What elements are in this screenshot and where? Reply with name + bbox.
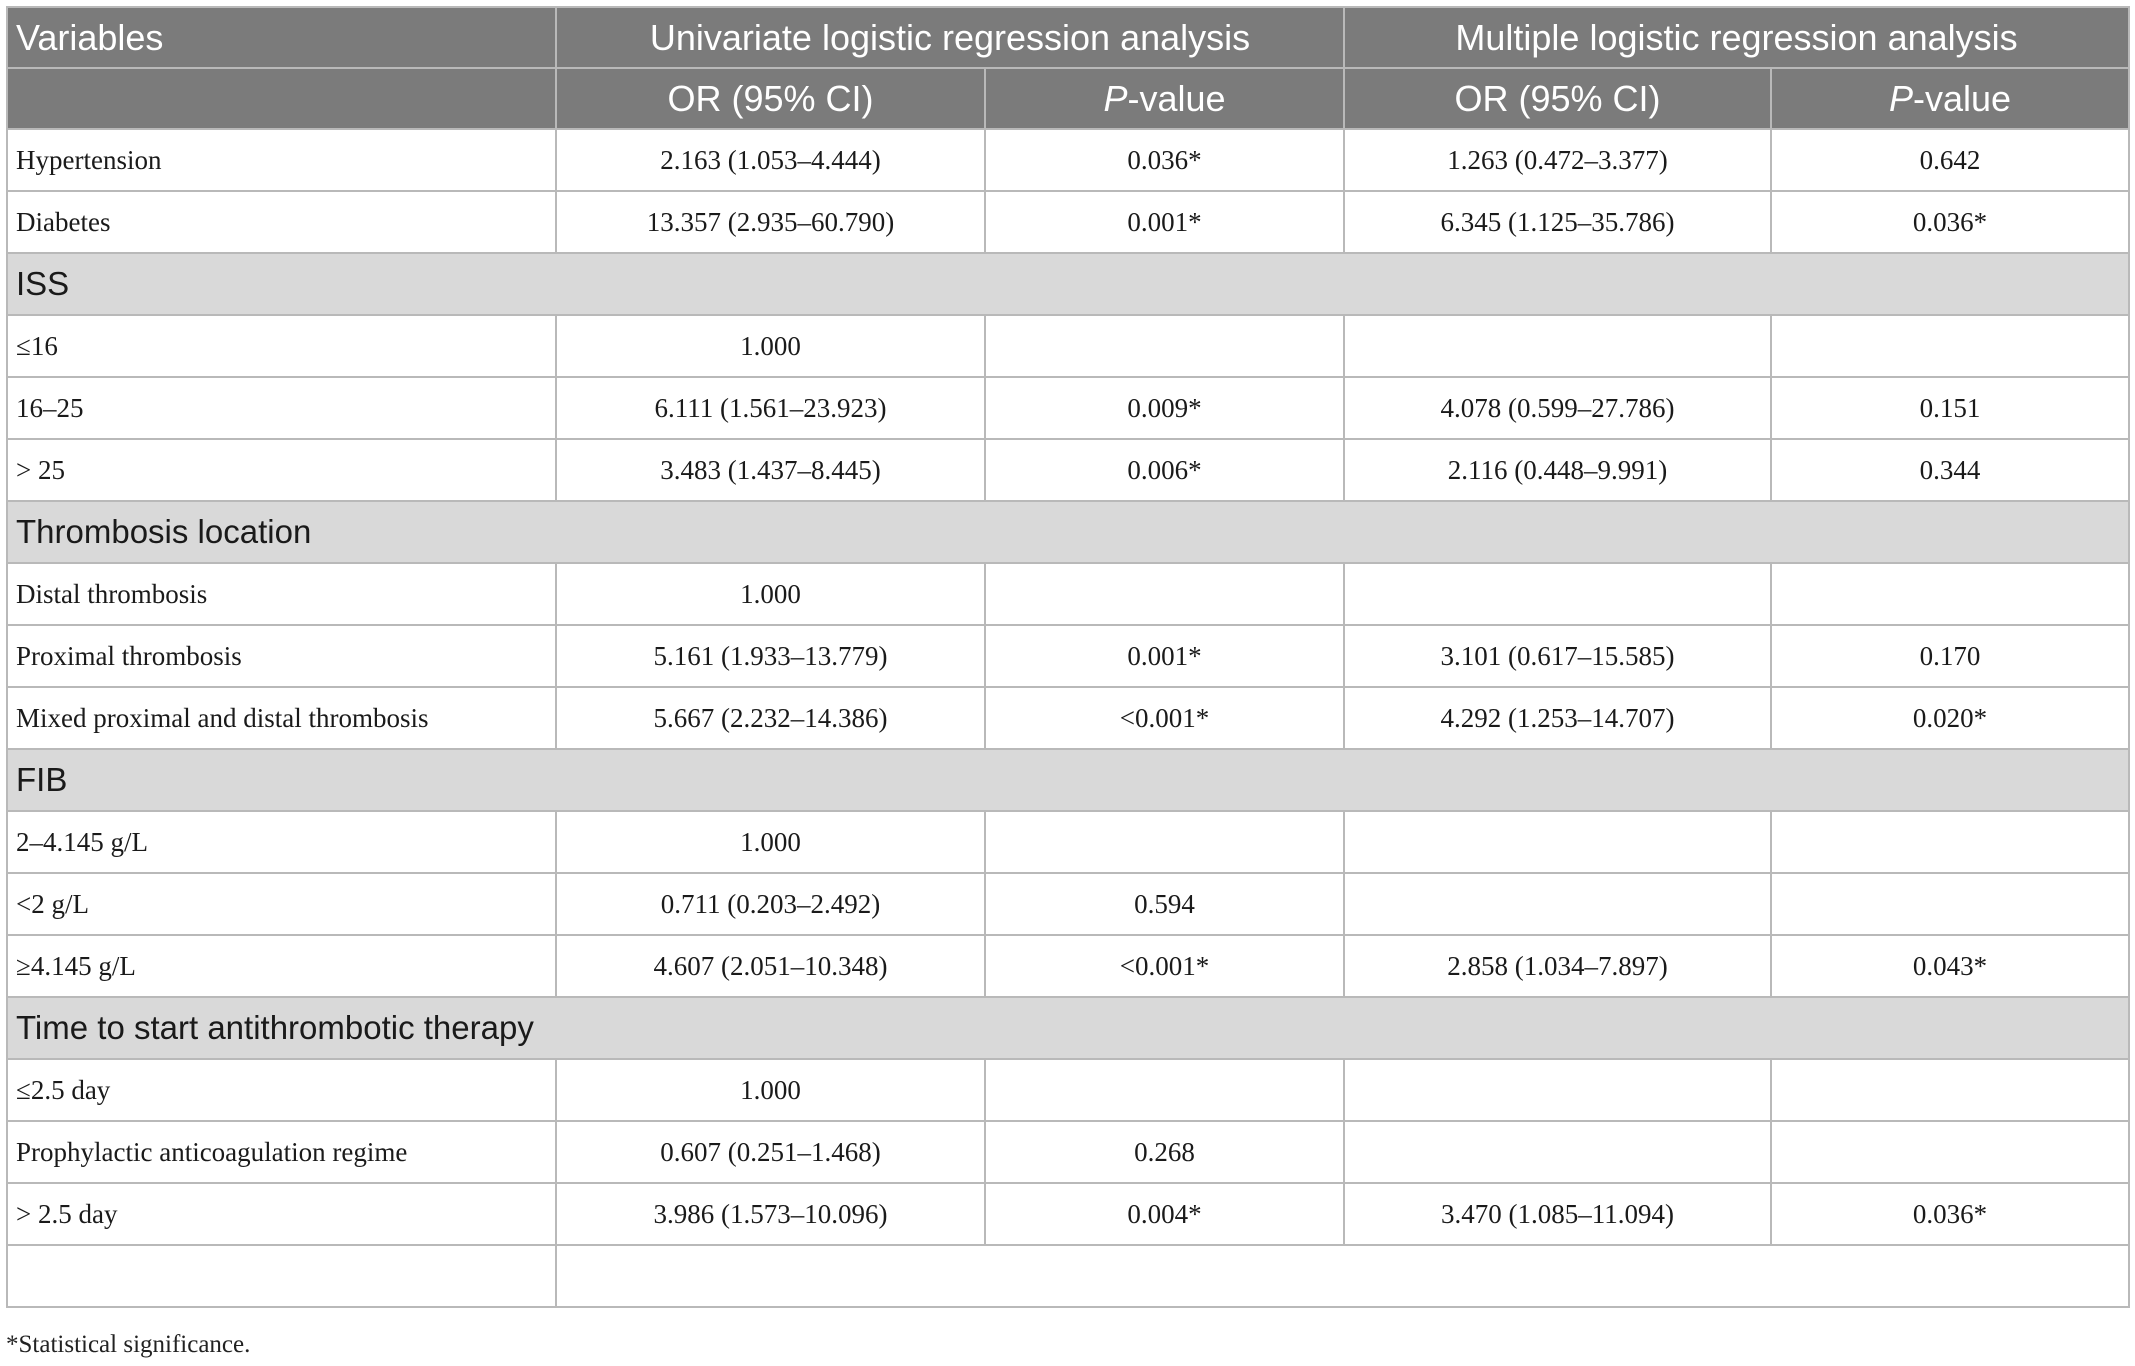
cell-uni-p (985, 1059, 1344, 1121)
cell-multi-p (1771, 811, 2129, 873)
filler-row (7, 1245, 2129, 1307)
header-uni-p (985, 68, 1344, 129)
cell-multi-or (1344, 811, 1771, 873)
cell-uni-or: 5.667 (2.232–14.386) (556, 687, 985, 749)
header-blank (7, 68, 556, 129)
cell-uni-or: 1.000 (556, 811, 985, 873)
cell-multi-or: 2.858 (1.034–7.897) (1344, 935, 1771, 997)
table-row (7, 687, 2129, 749)
cell-multi-p: 0.151 (1771, 377, 2129, 439)
regression-table-container (6, 6, 2128, 1308)
cell-variable: Mixed proximal and distal thrombosis (7, 687, 556, 749)
cell-multi-or: 6.345 (1.125–35.786) (1344, 191, 1771, 253)
cell-multi-p: 0.043* (1771, 935, 2129, 997)
filler-cell-right (556, 1245, 2129, 1307)
table-row (7, 935, 2129, 997)
header-multi-or: OR (95% CI) (1344, 68, 1771, 129)
cell-uni-p: <0.001* (985, 935, 1344, 997)
cell-uni-p (985, 315, 1344, 377)
cell-uni-p: 0.001* (985, 625, 1344, 687)
cell-variable: ≤16 (7, 315, 556, 377)
cell-uni-or: 4.607 (2.051–10.348) (556, 935, 985, 997)
cell-uni-p: <0.001* (985, 687, 1344, 749)
cell-multi-p (1771, 315, 2129, 377)
cell-uni-or: 1.000 (556, 315, 985, 377)
table-row (7, 1183, 2129, 1245)
cell-uni-or: 3.986 (1.573–10.096) (556, 1183, 985, 1245)
header-variables: Variables (7, 7, 556, 68)
p-suffix: -value (1127, 77, 1226, 119)
section-row (7, 501, 2129, 563)
cell-uni-p: 0.594 (985, 873, 1344, 935)
cell-multi-or: 3.470 (1.085–11.094) (1344, 1183, 1771, 1245)
cell-uni-or: 2.163 (1.053–4.444) (556, 129, 985, 191)
table-row (7, 1059, 2129, 1121)
section-row (7, 253, 2129, 315)
cell-multi-p: 0.344 (1771, 439, 2129, 501)
cell-multi-or (1344, 315, 1771, 377)
header-multiple: Multiple logistic regression analysis (1344, 7, 2129, 68)
cell-uni-or: 5.161 (1.933–13.779) (556, 625, 985, 687)
cell-multi-or (1344, 563, 1771, 625)
p-italic: P (1888, 77, 1913, 119)
cell-multi-p (1771, 563, 2129, 625)
cell-uni-or: 6.111 (1.561–23.923) (556, 377, 985, 439)
cell-uni-p: 0.036* (985, 129, 1344, 191)
header-row-1 (7, 7, 2129, 68)
cell-multi-or: 4.292 (1.253–14.707) (1344, 687, 1771, 749)
cell-uni-p: 0.004* (985, 1183, 1344, 1245)
section-label: Time to start antithrombotic therapy (7, 997, 2129, 1059)
cell-multi-p: 0.036* (1771, 1183, 2129, 1245)
cell-uni-p: 0.268 (985, 1121, 1344, 1183)
section-row (7, 749, 2129, 811)
table-row (7, 191, 2129, 253)
header-multi-p (1771, 68, 2129, 129)
cell-multi-p: 0.170 (1771, 625, 2129, 687)
header-uni-or: OR (95% CI) (556, 68, 985, 129)
cell-multi-p (1771, 1059, 2129, 1121)
cell-multi-p (1771, 873, 2129, 935)
table-row (7, 129, 2129, 191)
cell-multi-p (1771, 1121, 2129, 1183)
cell-variable: ≤2.5 day (7, 1059, 556, 1121)
cell-uni-p: 0.006* (985, 439, 1344, 501)
section-label: FIB (7, 749, 2129, 811)
cell-variable: <2 g/L (7, 873, 556, 935)
cell-multi-p: 0.036* (1771, 191, 2129, 253)
table-row (7, 377, 2129, 439)
section-label: Thrombosis location (7, 501, 2129, 563)
filler-cell-left (7, 1245, 556, 1307)
cell-multi-or (1344, 1121, 1771, 1183)
cell-uni-or: 1.000 (556, 563, 985, 625)
header-univariate: Univariate logistic regression analysis (556, 7, 1344, 68)
section-label: ISS (7, 253, 2129, 315)
cell-variable: Diabetes (7, 191, 556, 253)
cell-variable: Hypertension (7, 129, 556, 191)
p-suffix: -value (1912, 77, 2012, 119)
cell-variable: > 25 (7, 439, 556, 501)
table-header (7, 7, 2129, 129)
cell-uni-p: 0.001* (985, 191, 1344, 253)
table-row (7, 873, 2129, 935)
cell-variable: Distal thrombosis (7, 563, 556, 625)
cell-variable: 16–25 (7, 377, 556, 439)
section-row (7, 997, 2129, 1059)
table-row (7, 1121, 2129, 1183)
cell-multi-or: 1.263 (0.472–3.377) (1344, 129, 1771, 191)
cell-multi-or: 2.116 (0.448–9.991) (1344, 439, 1771, 501)
table-row (7, 315, 2129, 377)
cell-variable: > 2.5 day (7, 1183, 556, 1245)
cell-multi-or: 4.078 (0.599–27.786) (1344, 377, 1771, 439)
cell-multi-or: 3.101 (0.617–15.585) (1344, 625, 1771, 687)
table-row (7, 625, 2129, 687)
footnote: *Statistical significance. (6, 1331, 251, 1358)
table-row (7, 563, 2129, 625)
p-italic: P (1103, 77, 1128, 119)
header-row-2 (7, 68, 2129, 129)
cell-variable: Prophylactic anticoagulation regime (7, 1121, 556, 1183)
cell-uni-p (985, 563, 1344, 625)
table-row (7, 811, 2129, 873)
table-row (7, 439, 2129, 501)
cell-uni-or: 0.711 (0.203–2.492) (556, 873, 985, 935)
cell-uni-p (985, 811, 1344, 873)
cell-variable: ≥4.145 g/L (7, 935, 556, 997)
cell-variable: Proximal thrombosis (7, 625, 556, 687)
cell-multi-p: 0.020* (1771, 687, 2129, 749)
table-body (7, 129, 2129, 1307)
cell-uni-or: 3.483 (1.437–8.445) (556, 439, 985, 501)
cell-uni-or: 13.357 (2.935–60.790) (556, 191, 985, 253)
cell-uni-p: 0.009* (985, 377, 1344, 439)
cell-uni-or: 0.607 (0.251–1.468) (556, 1121, 985, 1183)
cell-uni-or: 1.000 (556, 1059, 985, 1121)
cell-multi-p: 0.642 (1771, 129, 2129, 191)
cell-variable: 2–4.145 g/L (7, 811, 556, 873)
cell-multi-or (1344, 873, 1771, 935)
regression-table (6, 6, 2130, 1308)
cell-multi-or (1344, 1059, 1771, 1121)
